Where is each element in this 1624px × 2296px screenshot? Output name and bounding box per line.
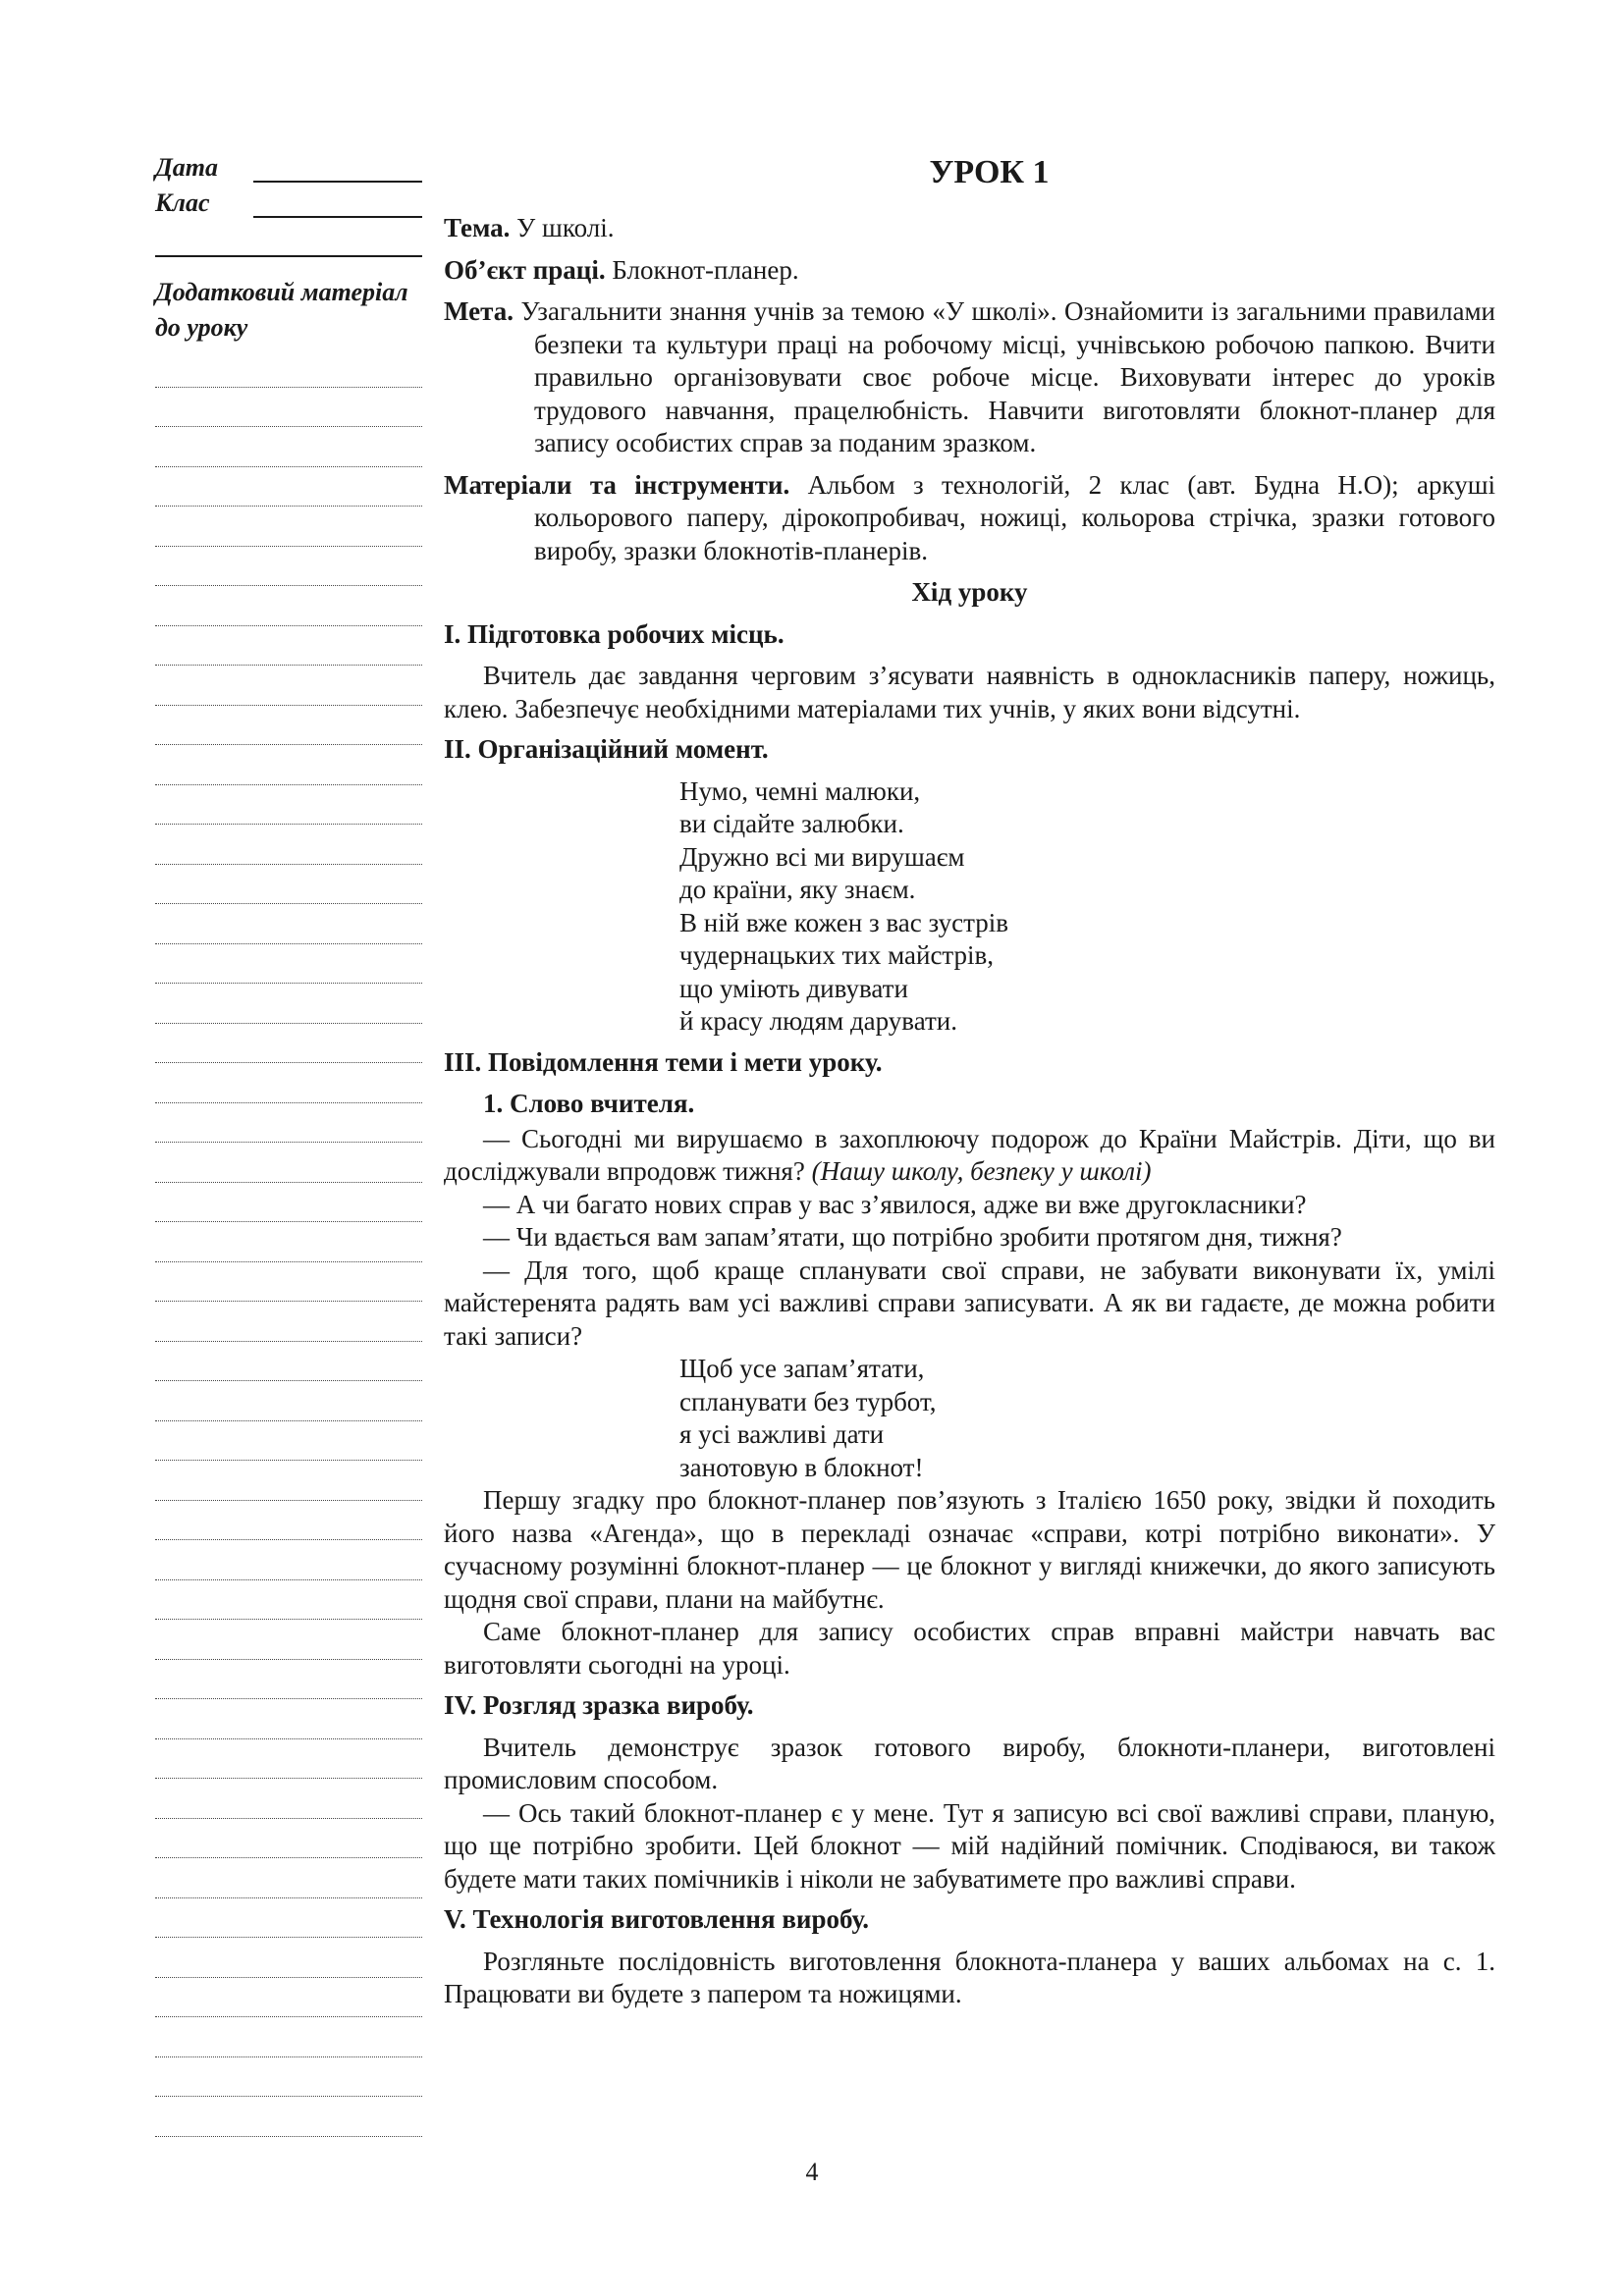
note-line: [155, 904, 422, 944]
course-heading: Хід уроку: [911, 577, 1028, 607]
poem-line: Дружно всі ми вирушаєм: [679, 841, 965, 872]
note-line: [155, 586, 422, 626]
note-line: [155, 1898, 422, 1939]
note-line: [155, 1580, 422, 1621]
goal-block: [444, 295, 1495, 460]
lesson-content: [444, 147, 1495, 2011]
note-line: [155, 1262, 422, 1303]
note-line: [155, 1660, 422, 1700]
note-line: [155, 467, 422, 507]
object-line: [444, 254, 1495, 288]
poem-line: й красу людям дарувати.: [679, 1006, 957, 1036]
note-line: [155, 1938, 422, 1978]
poem-1: [444, 775, 1495, 1039]
note-line: [155, 626, 422, 667]
note-line: [155, 2017, 422, 2057]
note-line: [155, 1699, 422, 1739]
section-2-title: II. Організаційний момент.: [444, 734, 769, 764]
class-field: [155, 183, 422, 218]
poem-line: ви сідайте залюбки.: [679, 809, 904, 838]
note-line: [155, 706, 422, 746]
poem-line: Щоб усе запам’ятати,: [679, 1354, 925, 1383]
note-line: [155, 1779, 422, 1819]
note-line: [155, 2057, 422, 2098]
note-line: [155, 1978, 422, 2018]
class-blank: [253, 190, 422, 218]
class-label: Клас: [155, 188, 210, 217]
note-line: [155, 785, 422, 826]
paragraph: Вчитель демонструє зразок готового виробу, блокноти-планери, виготовлені промисловим способом.: [444, 1732, 1495, 1794]
topic-label: Тема.: [444, 213, 511, 242]
materials-text: Альбом з технологій, 2 клас (авт. Будна Н.О); аркуші кольорового паперу, дірокопробивач, ножиці, кольорова стрічка, зразки готового виробу, зразки блокнотів-планерів.: [534, 469, 1496, 565]
lesson-title: УРОК 1: [929, 154, 1050, 190]
object-text: Блокнот-планер.: [612, 254, 799, 285]
date-field: [155, 147, 422, 183]
section-1-text: Вчитель дає завдання черговим з’ясувати наявність в однокласників паперу, ножиць, клею. Забезпечує необхідними матеріалами тих учнів, у яких вони відсутні.: [444, 661, 1495, 723]
materials-label: Матеріали та інструменти.: [444, 469, 790, 500]
poem-line: до країни, яку знаєм.: [679, 875, 916, 904]
paragraph-text: — Сьогодні ми вирушаємо в захоплюючу подорож до Країни Майстрів. Діти, що ви досліджували впродовж тижня?: [444, 1123, 1495, 1186]
note-line: [155, 745, 422, 785]
note-line: [155, 427, 422, 467]
note-line: [155, 1421, 422, 1462]
note-line: [155, 1143, 422, 1183]
paragraph: — Для того, щоб краще спланувати свої справи, не забувати виконувати їх, умілі майстеренята радять вам усі важливі справи записувати. А як ви гадаєте, де можна робити такі записи?: [444, 1255, 1495, 1351]
note-line: [155, 507, 422, 547]
paragraph: Першу згадку про блокнот-планер пов’язують з Італією 1650 року, звідки й походить його назва «Агенда», що в перекладі означає «справи, котрі потрібно виконати». У сучасному розумінні блокнот-планер — це блокнот у вигляді книжечки, до якого записують щодня свої справи, плани на майбутнє.: [444, 1485, 1495, 1614]
materials-block: [444, 469, 1495, 568]
note-line: [155, 1739, 422, 1780]
margin-column: [155, 147, 422, 2137]
note-line: [155, 1461, 422, 1501]
note-line: [155, 1381, 422, 1421]
paragraph: Саме блокнот-планер для запису особистих справ вправні майстри навчать вас виготовляти сьогодні на уроці.: [444, 1617, 1495, 1680]
goal-text: Узагальнити знання учнів за темою «У школі». Ознайомити із загальними правилами безпеки та культури праці на робочому місці, учнівською робочою папкою. Вчити правильно організовувати своє робоче місце. Виховувати інтерес до уроків трудового навчання, працелюбність. Навчити виготовляти блокнот-планер для запису особистих справ за поданим зразком.: [520, 296, 1496, 457]
note-line: [155, 347, 422, 388]
note-line: [155, 944, 422, 985]
poem-line: я усі важливі дати: [679, 1419, 885, 1449]
note-line: [155, 1183, 422, 1223]
poem-line: В ній вже кожен з вас зустрів: [679, 907, 1008, 937]
paragraph: — А чи багато нових справ у вас з’явилося, адже ви вже другокласники?: [483, 1189, 1307, 1219]
note-line: [155, 865, 422, 905]
date-blank: [253, 155, 422, 183]
section-1-title: I. Підготовка робочих місць.: [444, 618, 785, 649]
note-line: [155, 984, 422, 1024]
note-line: [155, 1501, 422, 1541]
note-line: [155, 547, 422, 587]
poem-2: [444, 1353, 1495, 1484]
note-line: [155, 388, 422, 428]
section-3-subtitle: 1. Слово вчителя.: [483, 1089, 695, 1118]
note-line: [155, 1222, 422, 1262]
section-4-title: IV. Розгляд зразка виробу.: [444, 1690, 754, 1720]
page-number: 4: [805, 2158, 819, 2186]
paragraph: Розгляньте послідовність виготовлення блокнота-планера у ваших альбомах на с. 1. Працювати ви будете з папером та ножицями.: [444, 1946, 1495, 2008]
poem-line: що уміють дивувати: [679, 973, 908, 1003]
section-3-title: III. Повідомлення теми і мети уроку.: [444, 1046, 883, 1077]
note-line: [155, 825, 422, 865]
poem-line: чудернацьких тих майстрів,: [679, 940, 995, 970]
paragraph: — Чи вдається вам запам’ятати, що потрібно зробити протягом дня, тижня?: [483, 1222, 1342, 1252]
poem-line: спланувати без турбот,: [679, 1386, 937, 1416]
note-line: [155, 1858, 422, 1898]
poem-line: Нумо, чемні малюки,: [679, 775, 921, 806]
topic-text: У школі.: [516, 213, 615, 242]
note-line: [155, 1620, 422, 1660]
note-line: [155, 1819, 422, 1859]
paragraph-answer: (Нашу школу, безпеку у школі): [811, 1156, 1152, 1186]
note-line: [155, 2097, 422, 2137]
paragraph: [444, 1123, 1495, 1189]
section-5-title: V. Технологія виготовлення виробу.: [444, 1904, 870, 1934]
note-line: [155, 1063, 422, 1103]
note-line: [155, 1540, 422, 1580]
poem-line: занотовую в блокнот!: [679, 1452, 924, 1482]
note-line: [155, 1103, 422, 1144]
note-line: [155, 1302, 422, 1342]
date-label: Дата: [155, 153, 218, 182]
object-label: Об’єкт праці.: [444, 254, 606, 285]
margin-separator: [155, 238, 422, 257]
aside-title: Додатковий матеріал до уроку: [155, 278, 408, 342]
paragraph: — Ось такий блокнот-планер є у мене. Тут я записую всі свої важливі справи, планую, що ще потрібно зробити. Цей блокнот — мій надійний помічник. Сподіваюся, ви також будете мати таких помічників і ніколи не забуватимете про важливі справи.: [444, 1797, 1495, 1894]
note-lines: [155, 347, 422, 2137]
goal-label: Мета.: [444, 296, 514, 326]
note-line: [155, 1342, 422, 1382]
topic-line: [444, 212, 1495, 245]
note-line: [155, 1024, 422, 1064]
note-line: [155, 666, 422, 706]
